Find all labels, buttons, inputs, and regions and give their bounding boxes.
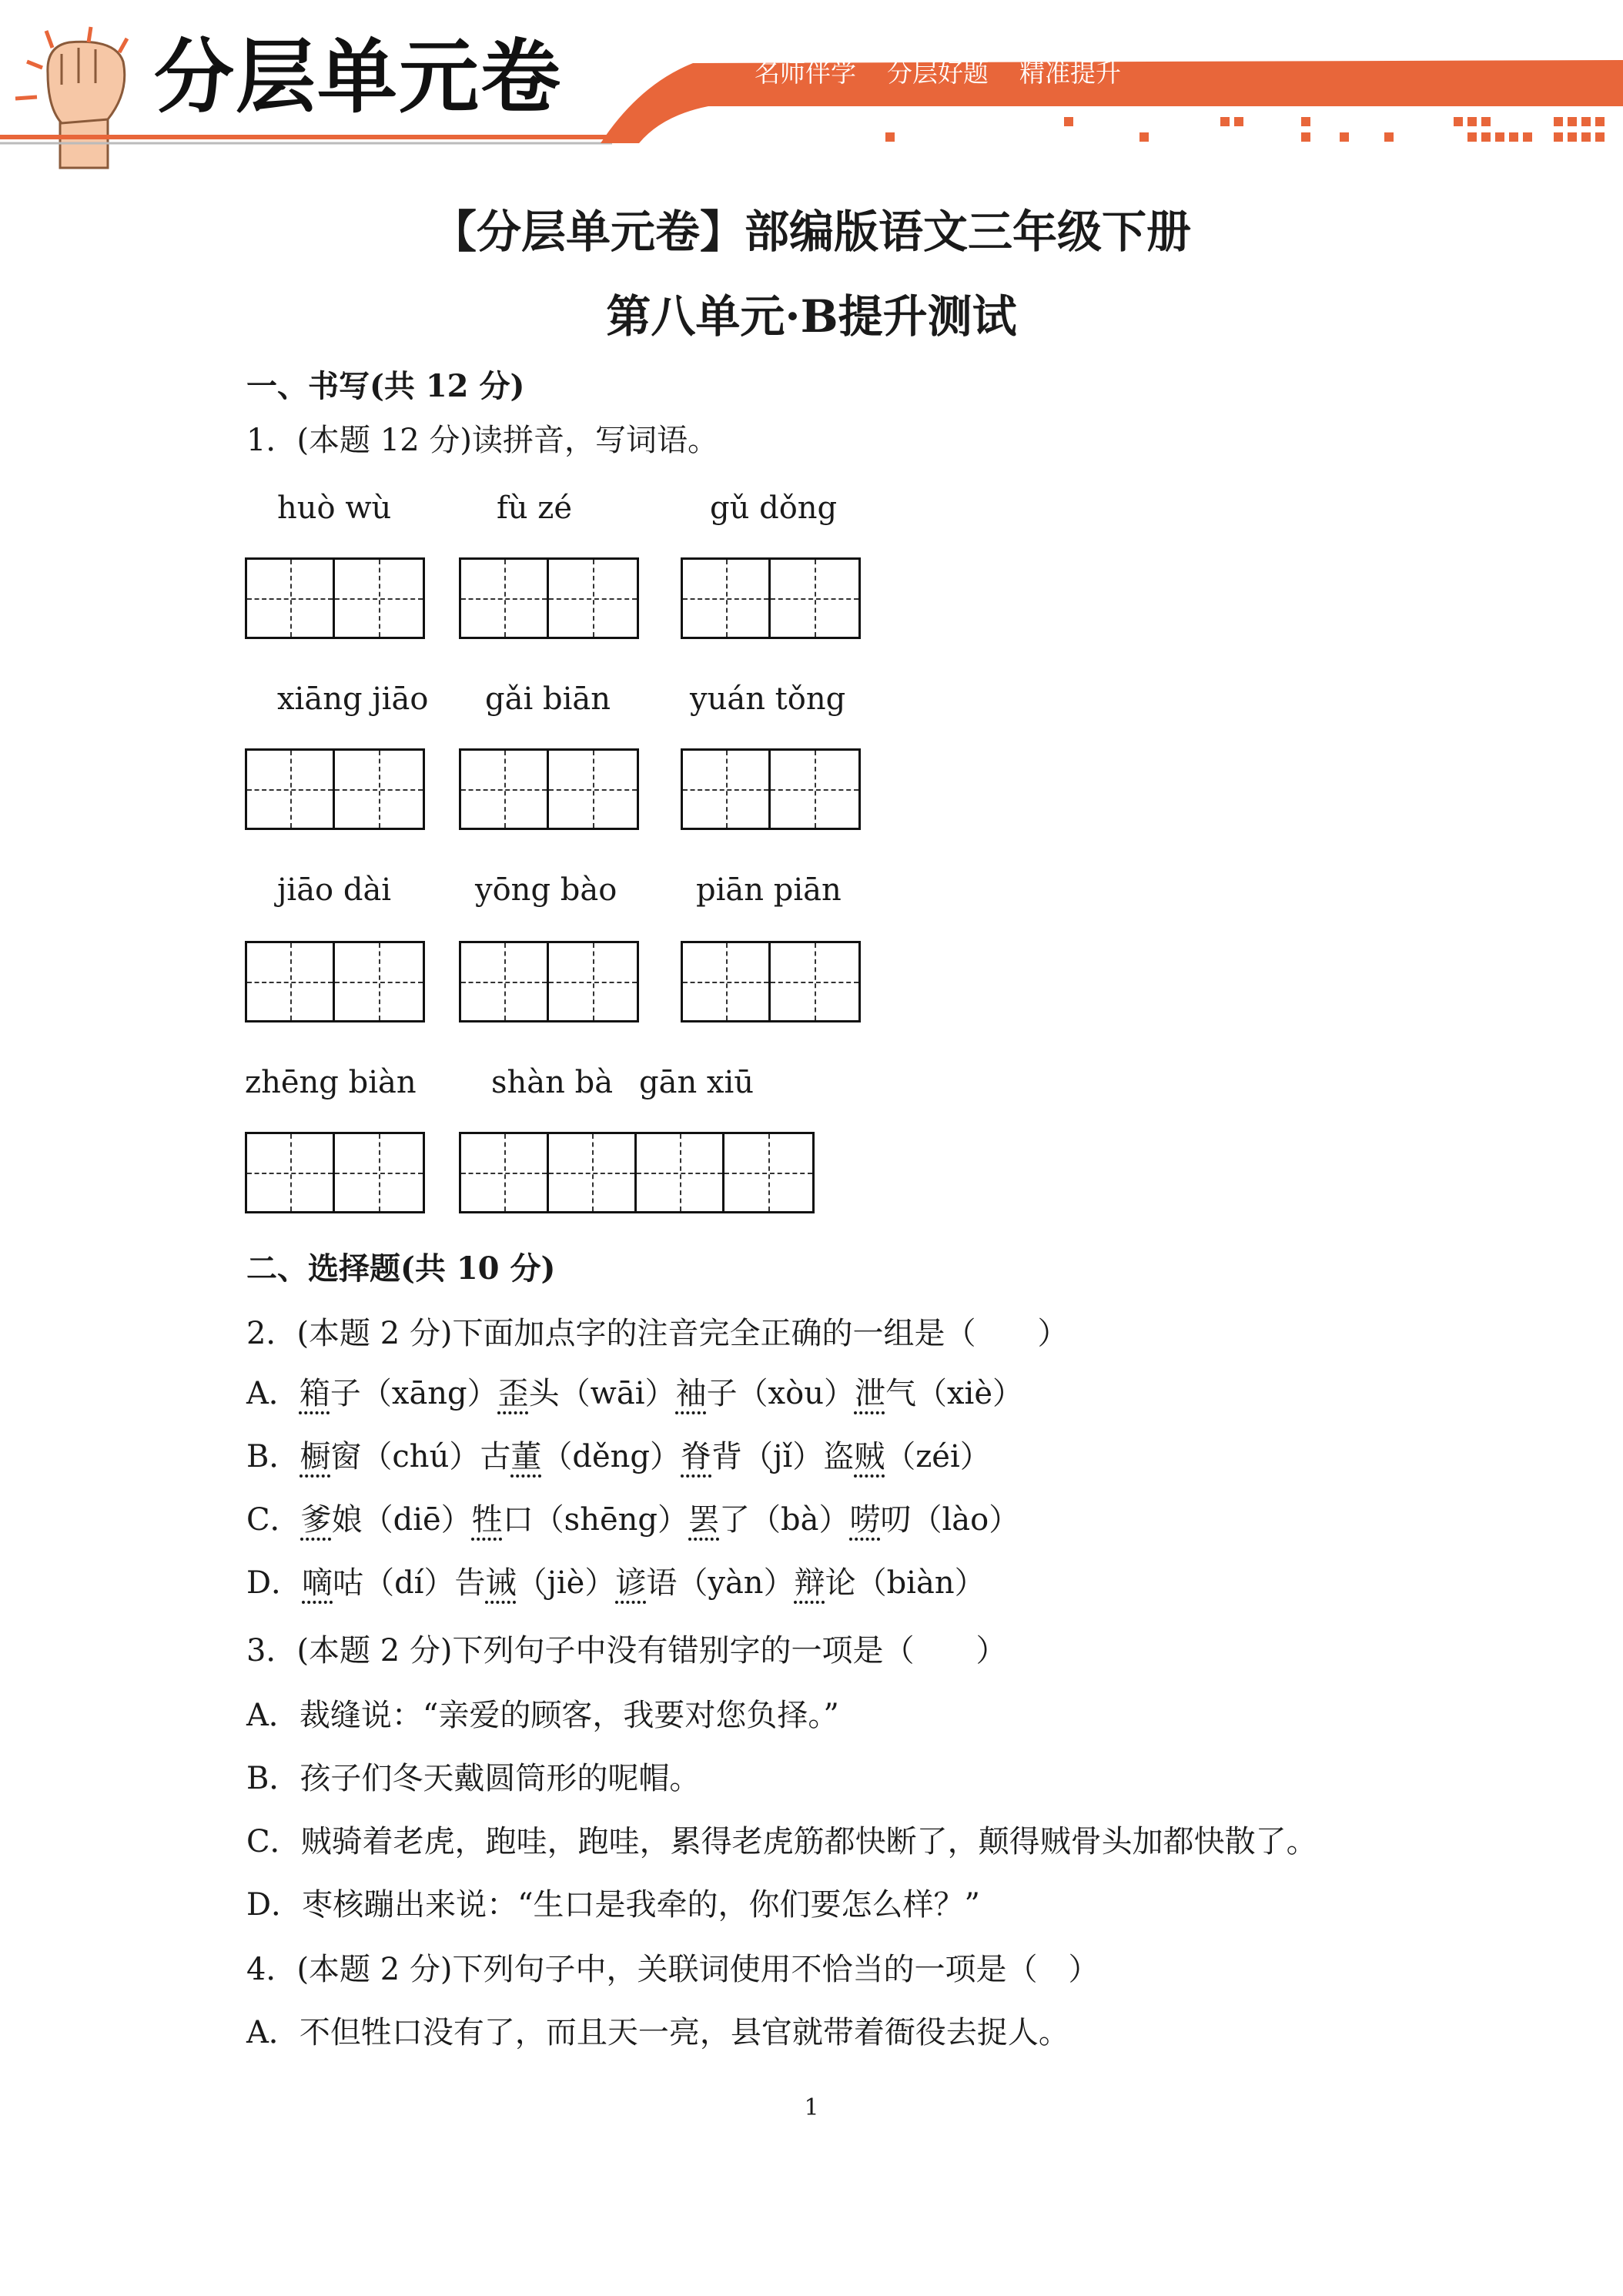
dotted-char: 嘀 — [302, 1565, 333, 1601]
writing-grid[interactable] — [245, 941, 425, 1022]
pinyin-label: gǔ dǒng — [710, 490, 838, 526]
writing-grid[interactable] — [681, 557, 861, 639]
dotted-char: 歪 — [497, 1376, 529, 1411]
pinyin-label: fù zé — [497, 490, 573, 526]
question-3-option-d[interactable]: D．枣核蹦出来说：“生口是我牵的，你们要怎么样？” — [246, 1887, 980, 1923]
dotted-char: 贼 — [854, 1439, 885, 1474]
question-2-option-c[interactable]: C．爹娘（diē）牲口（shēng）罢了（bà）唠叨（lào） — [246, 1502, 1020, 1538]
question-2-option-a[interactable]: A．箱子（xāng）歪头（wāi）袖子（xòu）泄气（xiè） — [246, 1376, 1023, 1411]
fist-logo-icon — [15, 27, 127, 168]
question-1-stem: 1．(本题 12 分)读拼音，写词语。 — [246, 423, 718, 458]
dotted-char: 脊 — [681, 1439, 711, 1474]
dotted-char: 箱 — [299, 1376, 330, 1411]
question-4-stem: 4．(本题 2 分)下列句子中，关联词使用不恰当的一项是（ ） — [246, 1952, 1099, 1987]
page-number: 1 — [804, 2094, 819, 2121]
question-3-stem: 3．(本题 2 分)下列句子中没有错别字的一项是（ ） — [246, 1633, 1007, 1668]
page-subtitle: 第八单元·B提升测试 — [606, 290, 1017, 343]
header-banner — [0, 0, 1623, 177]
question-2-option-b[interactable]: B．橱窗（chú）古董（děng）脊背（jǐ）盗贼（zéi） — [246, 1439, 991, 1474]
pinyin-label: huò wù — [277, 490, 392, 526]
pinyin-label: yuán tǒng — [690, 681, 846, 717]
dotted-char: 董 — [510, 1439, 542, 1474]
writing-grid[interactable] — [245, 748, 425, 830]
writing-grid[interactable] — [459, 557, 639, 639]
pinyin-label: zhēng biàn — [245, 1065, 417, 1100]
question-2-option-d[interactable]: D．嘀咕（dí）告诫（jiè）谚语（yàn）辩论（biàn） — [246, 1565, 986, 1601]
dotted-char: 辩 — [794, 1565, 825, 1601]
dotted-char: 橱 — [300, 1439, 331, 1474]
dotted-char: 爹 — [300, 1502, 332, 1538]
dotted-char: 泄 — [854, 1376, 885, 1411]
pinyin-label: gǎi biān — [485, 681, 611, 717]
writing-grid[interactable] — [681, 748, 861, 830]
pinyin-label: yōng bào — [475, 872, 617, 908]
writing-grid[interactable] — [459, 1132, 815, 1213]
section-heading-choice: 二、选择题(共 10 分) — [246, 1250, 556, 1287]
pinyin-label: jiāo dài — [277, 872, 392, 908]
dotted-char: 袖 — [675, 1376, 707, 1411]
slogan-3: 精准提升 — [1019, 58, 1121, 88]
dotted-char: 罢 — [688, 1502, 720, 1538]
question-3-option-a[interactable]: A．裁缝说：“亲爱的顾客，我要对您负择。” — [246, 1698, 839, 1733]
pinyin-label: shàn bà — [491, 1065, 614, 1100]
dotted-char: 诫 — [485, 1565, 517, 1601]
decorative-squares — [885, 117, 1605, 142]
pinyin-label: piān piān — [696, 872, 842, 908]
dotted-char: 唠 — [849, 1502, 881, 1538]
question-4-option-a[interactable]: A．不但牲口没有了，而且天一亮，县官就带着衙役去捉人。 — [246, 2015, 1069, 2050]
logo-title: 分层单元卷 — [154, 30, 563, 124]
writing-grid[interactable] — [681, 941, 861, 1022]
pinyin-label: xiāng jiāo — [277, 681, 429, 717]
pinyin-label: gān xiū — [639, 1065, 755, 1100]
slogan — [755, 58, 1152, 88]
writing-grid[interactable] — [459, 941, 639, 1022]
question-2-stem: 2．(本题 2 分)下面加点字的注音完全正确的一组是（ ） — [246, 1316, 1069, 1351]
writing-grid[interactable] — [245, 1132, 425, 1213]
slogan-2: 分层好题 — [887, 58, 989, 88]
dotted-char: 牲 — [471, 1502, 503, 1538]
slogan-1: 名师伴学 — [755, 58, 856, 88]
writing-grid[interactable] — [459, 748, 639, 830]
question-3-option-c[interactable]: C．贼骑着老虎，跑哇，跑哇，累得老虎筋都快断了，颠得贼骨头加都快散了。 — [246, 1824, 1317, 1859]
page-title: 【分层单元卷】部编版语文三年级下册 — [431, 206, 1191, 258]
question-3-option-b[interactable]: B．孩子们冬天戴圆筒形的呢帽。 — [246, 1761, 701, 1796]
section-heading-writing: 一、书写(共 12 分) — [246, 368, 525, 404]
writing-grid[interactable] — [245, 557, 425, 639]
dotted-char: 谚 — [615, 1565, 647, 1601]
